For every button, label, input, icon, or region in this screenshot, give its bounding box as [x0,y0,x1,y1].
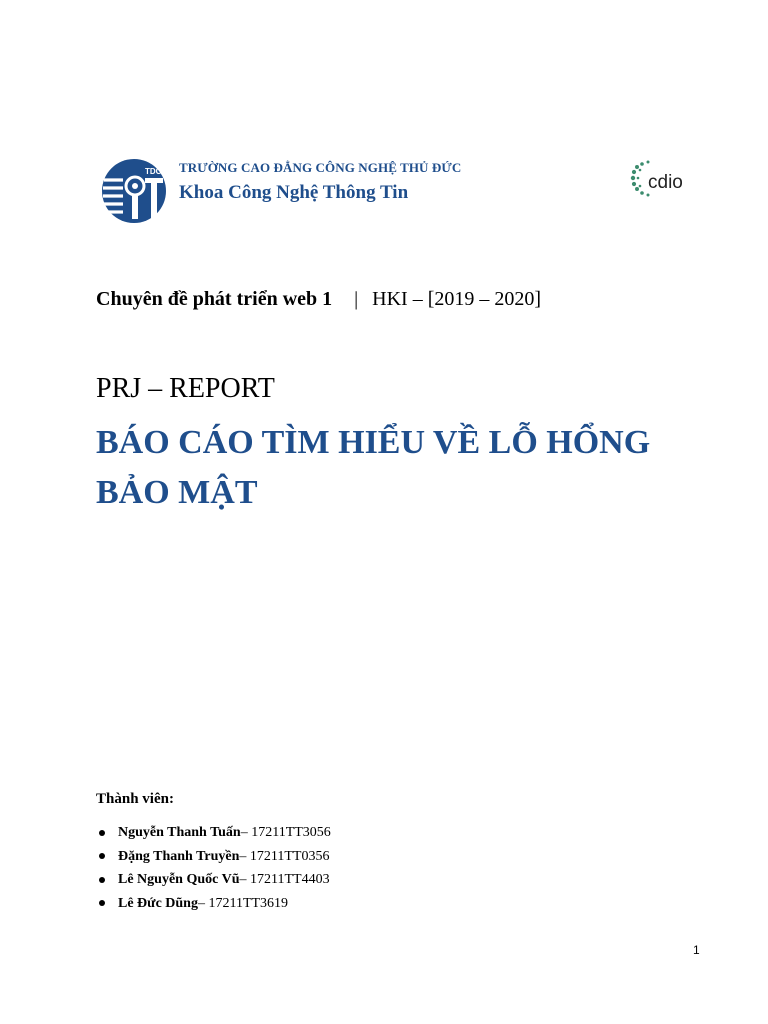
bullet-icon [99,877,105,883]
member-id: – 17211TT3619 [197,895,289,911]
school-name: TRƯỜNG CAO ĐẲNG CÔNG NGHỆ THỦ ĐỨC [179,160,462,175]
members-label: Thành viên: [96,791,174,807]
list-item [96,845,331,869]
member-id: – 17211TT0356 [239,848,330,864]
bullet-icon [99,900,105,906]
course-line [96,285,541,313]
svg-text:TDC: TDC [145,167,162,176]
faculty-name: Khoa Công Nghệ Thông Tin [179,182,409,203]
course-term: HKI – [2019 – 2020] [372,288,542,310]
member-id: – 17211TT4403 [239,872,330,887]
svg-text:cdio: cdio [648,172,683,193]
course-separator: | [354,288,359,310]
bullet-icon [99,853,105,859]
school-logo [101,158,167,224]
project-label: PRJ – REPORT [96,373,275,404]
report-title: BÁO CÁO TÌM HIỂU VỀ LỖ HỔNG BẢO MẬT [96,424,651,511]
list-item [96,821,331,845]
list-item [96,868,331,892]
member-name: Đặng Thanh Truyền [118,848,240,864]
course-name: Chuyên đề phát triển web 1 [96,288,333,310]
members-list [96,821,331,915]
page-number: 1 [693,943,700,957]
school-header [179,158,461,207]
list-item [96,892,331,916]
member-name: Nguyễn Thanh Tuấn [118,825,241,840]
member-id: – 17211TT3056 [240,825,331,840]
cdio-logo [630,158,696,204]
member-name: Lê Nguyễn Quốc Vũ [118,872,240,887]
bullet-icon [99,830,105,836]
member-name: Lê Đức Dũng [118,895,198,911]
